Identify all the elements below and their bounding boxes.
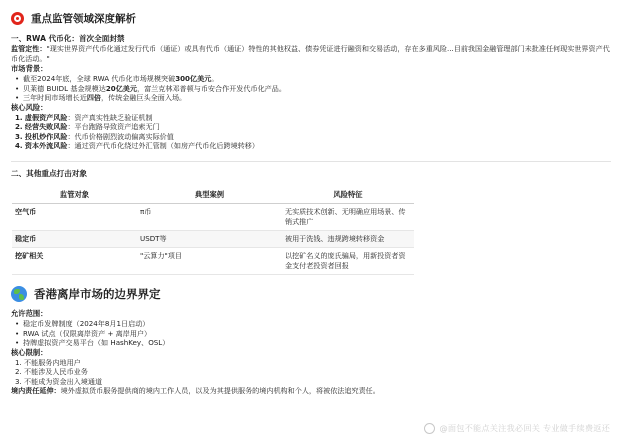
market-item: • 截至2024年底，全球 RWA 代币化市场规模突破300亿美元。 [23, 74, 611, 84]
allowed-list [11, 319, 611, 348]
limit-item: 2. 不能涉及人民币业务 [15, 367, 88, 376]
cell-case: USDT等 [137, 231, 282, 248]
risk-item: 4. 资本外流风险：通过资产代币化绕过外汇管制（如房产代币化后跨境转移） [15, 141, 259, 150]
limits-label: 核心限制： [11, 347, 48, 357]
market-item: • 贝莱德 BUIDL 基金规模达20亿美元，富兰克林邓普顿与币安合作开发代币化产品。 [23, 84, 611, 94]
risk-label: 核心风险： [11, 102, 48, 112]
rwa-heading: 一、RWA 代币化：首次全面封禁 [11, 34, 125, 43]
allowed-label: 允许范围： [11, 309, 48, 318]
cell-case: "云算力"项目 [137, 248, 282, 275]
section-heading-hongkong [11, 283, 611, 305]
watermark [424, 423, 610, 434]
section-title: 香港离岸市场的边界界定 [34, 287, 161, 301]
column-header: 典型案例 [137, 188, 282, 204]
risk-item: 3. 投机炒作风险：代币价格剧烈波动偏离实际价值 [15, 131, 174, 141]
target-icon [11, 12, 24, 25]
targets-table [12, 188, 414, 276]
cell-case: π币 [137, 204, 282, 231]
column-header: 风险特征 [282, 188, 414, 204]
market-item: • 三年时间市场增长近四倍，传统金融巨头全面入场。 [23, 93, 611, 103]
globe-icon [11, 286, 27, 302]
market-list [11, 74, 611, 103]
extend-text: 境外虚拟货币服务提供商的境内工作人员，以及为其提供服务的境内机构和个人，将被依法追究责任。 [60, 386, 380, 395]
table-header-row [12, 188, 414, 204]
column-header: 监管对象 [12, 188, 137, 204]
section-heading-regulation [11, 8, 611, 28]
risk-item: 1. 虚假资产风险：资产真实性缺乏验证机制 [15, 112, 153, 122]
cell-risk: 无实质技术创新、无明确应用场景、传销式推广 [282, 204, 414, 231]
limit-item: 3. 不能成为资金出入境通道 [15, 376, 103, 386]
allowed-item: • 稳定币发牌制度（2024年8月1日启动） [23, 319, 611, 329]
limits-list [11, 358, 611, 387]
allowed-item: • RWA 试点（仅限离岸资产 + 离岸用户） [23, 329, 611, 339]
table-row [12, 248, 414, 275]
limit-item: 1. 不能服务内地用户 [15, 357, 81, 367]
rwa-stance [11, 44, 611, 64]
cell-object: 稳定币 [12, 231, 137, 248]
table-row [12, 231, 414, 248]
stance-text: "现实世界资产代币化通过发行代币（通证）或具有代币（通证）特性的其他权益、债券凭证进行融资和交易活动，存在多重风险...目前我国金融管理部门未批准任何现实世界资产代币化活动。" [11, 44, 610, 63]
watermark-logo-icon [424, 423, 435, 434]
extend-label: 境内责任延伸： [11, 386, 61, 395]
cell-object: 空气币 [12, 204, 137, 231]
section-title: 重点监管领域深度解析 [31, 12, 136, 25]
table-row [12, 204, 414, 231]
risk-item: 2. 经营失败风险：平台跑路导致资产追索无门 [15, 122, 160, 131]
risk-list [11, 113, 611, 151]
cell-risk: 被用于洗钱、违规跨境转移资金 [282, 231, 414, 248]
targets-heading: 二、其他重点打击对象 [11, 168, 87, 178]
cell-risk: 以挖矿名义的庞氏骗局，用新投资者资金支付老投资者回报 [282, 248, 414, 275]
cell-object: 挖矿相关 [12, 248, 137, 275]
allowed-item: • 持牌虚拟资产交易平台（如 HashKey、OSL） [23, 338, 611, 348]
watermark-text: @面包不能点关注我必回关 专业做手续费返还 [439, 423, 610, 433]
divider [11, 161, 611, 162]
stance-label: 监管定性： [11, 44, 47, 53]
market-label: 市场背景： [11, 64, 48, 73]
extend-paragraph [11, 386, 611, 396]
